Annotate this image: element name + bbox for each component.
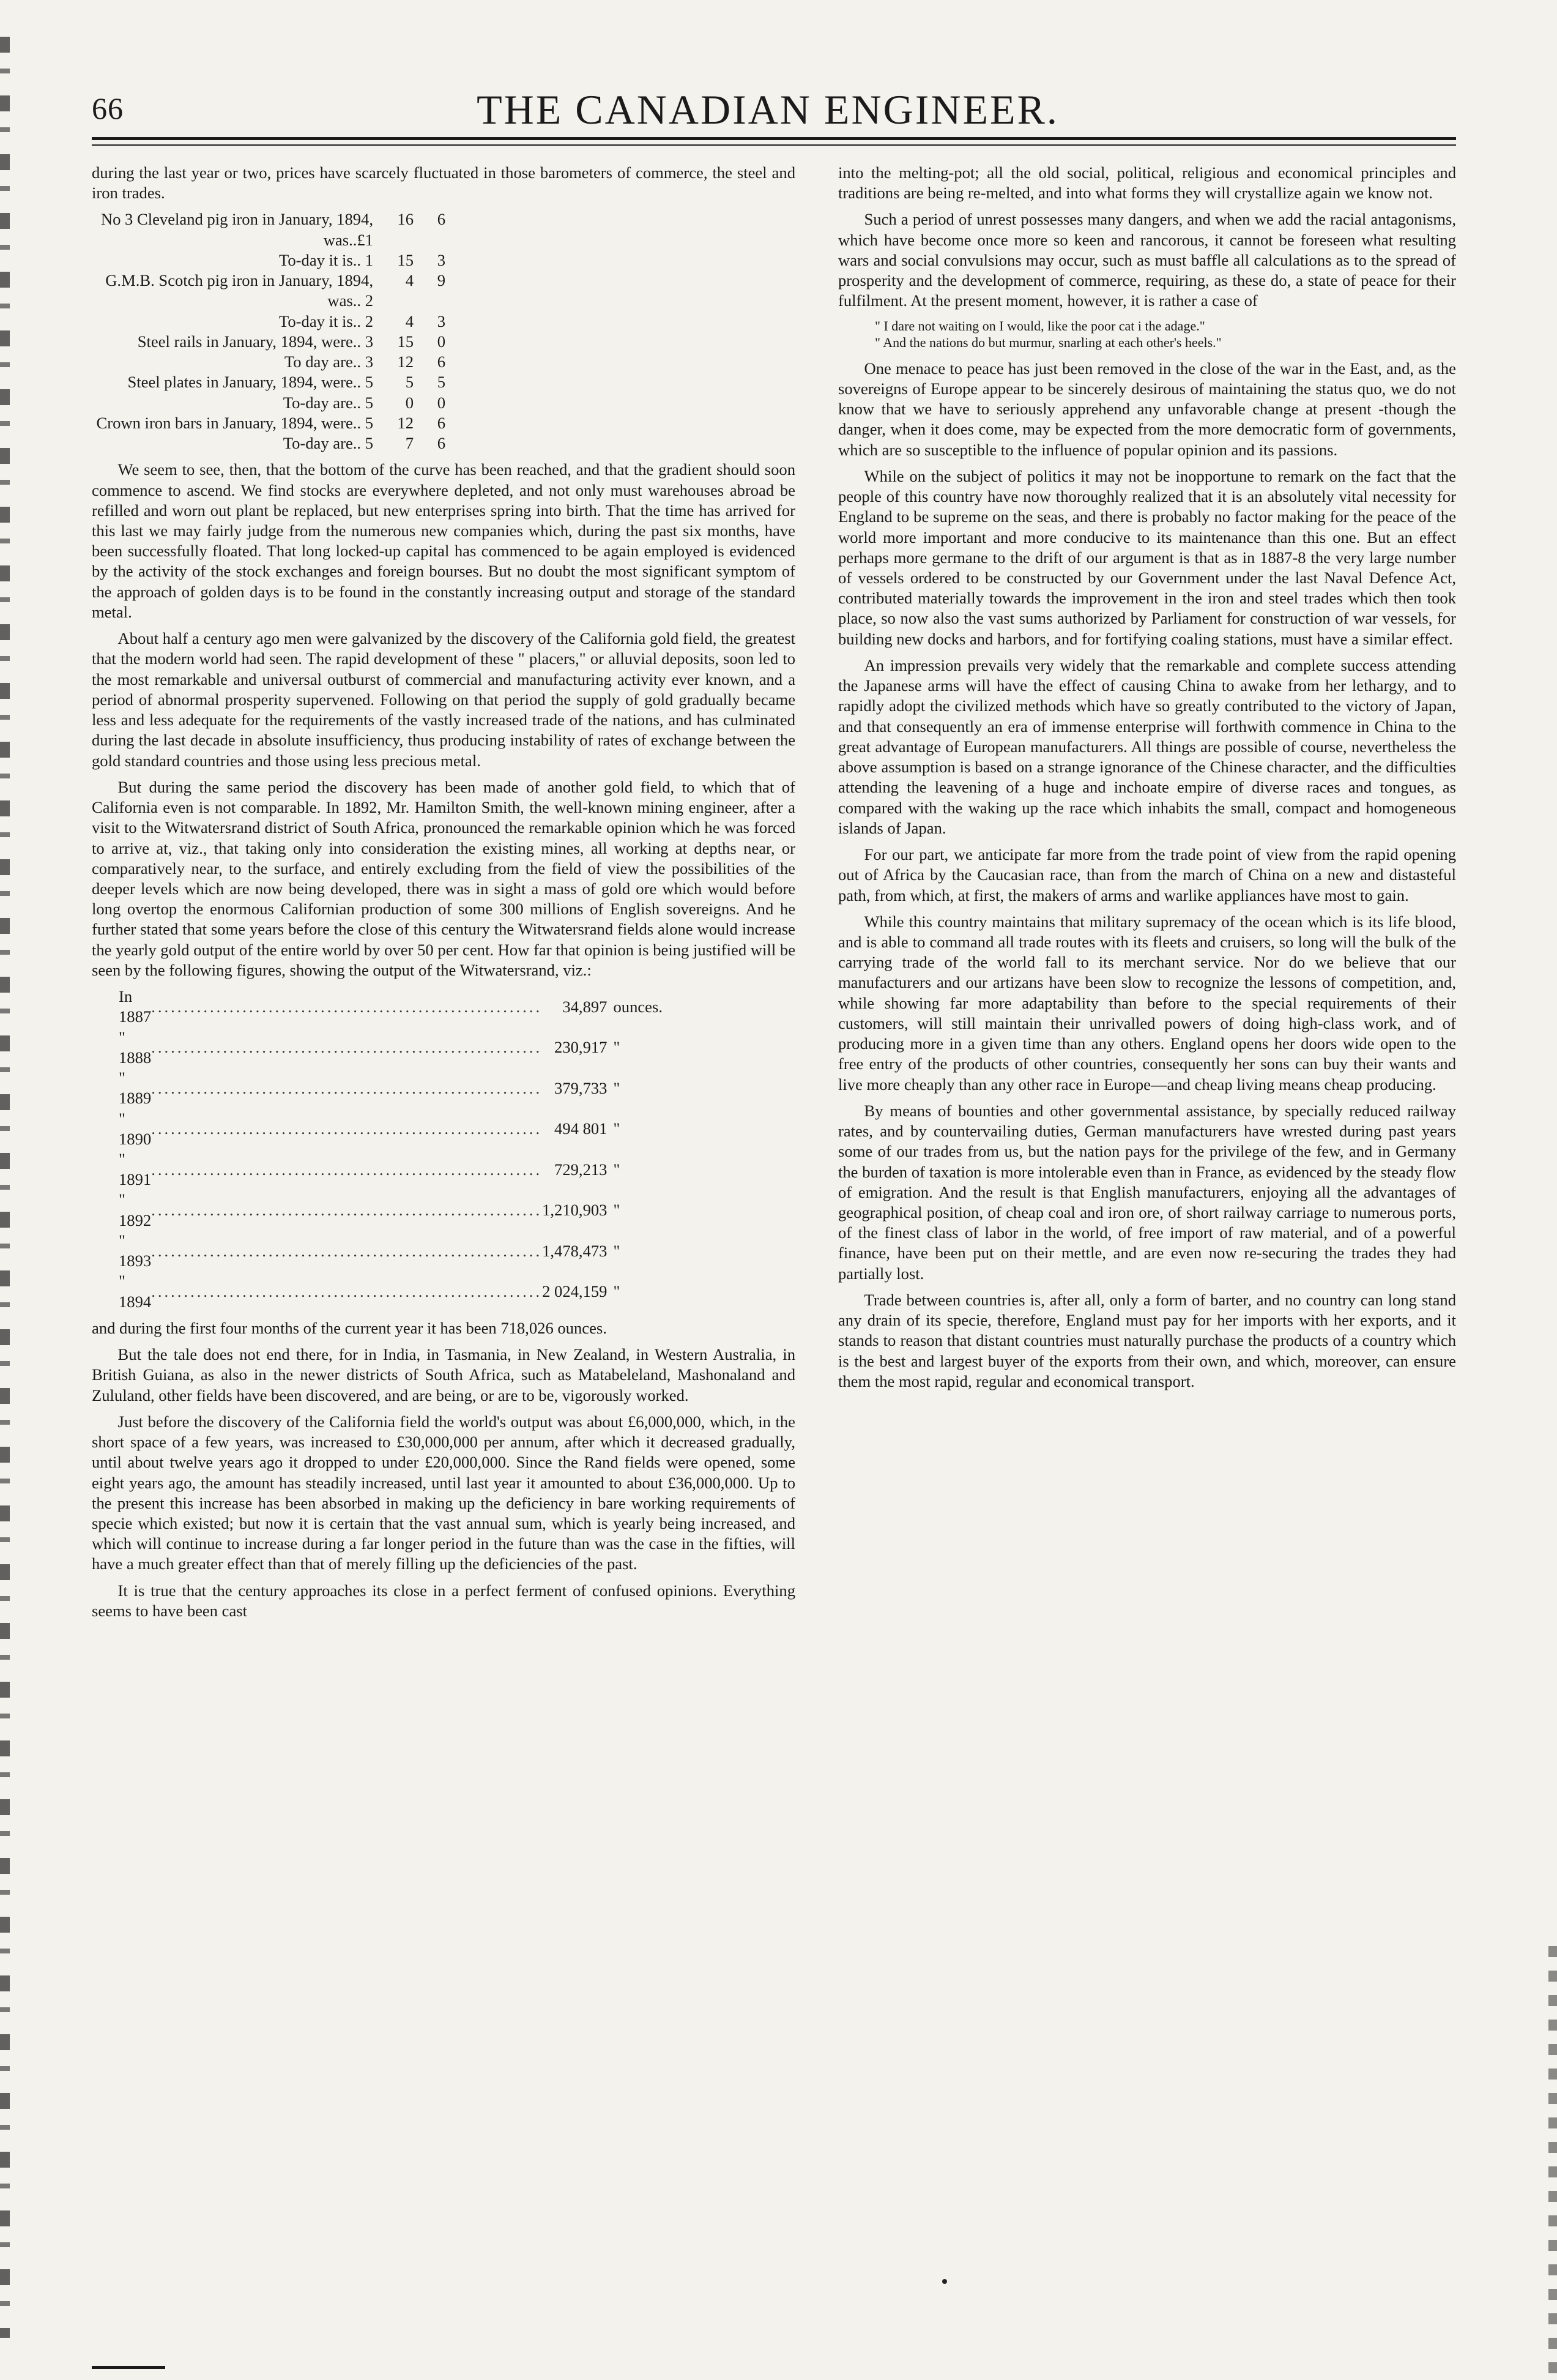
price-row — [92, 413, 445, 433]
price-row — [92, 352, 445, 372]
output-year: " 1894 — [119, 1272, 152, 1311]
price-pence: 6 — [437, 210, 445, 229]
gold-output-table — [119, 987, 663, 1312]
paragraph: But during the same period the discovery has been made of another gold field, to which that of California even is not comparable. In 1892, Mr. Hamilton Smith, the well-known mining engineer, after a visit to the Witwatersrand district of South Africa, pronounced the remarkable opinion which he was forced to arrive at, viz., that taking only into consideration the existing mines, all working at depths near, or comparatively near, to the surface, and entirely excluding from the field of view the possibilities of the deeper levels which are now being developed, there was in sight a mass of gold ore which would before long overtop the enormous Californian production of some 300 millions of English sovereigns. And he further stated that some years before the close of this century the Witwatersrand fields alone would increase the yearly gold output of the entire world by over 50 per cent. How far that opinion is being justified will be seen by the following figures, showing the output of the Witwatersrand, viz.: — [92, 777, 795, 979]
paragraph: An impression prevails very widely that the remarkable and complete success attending the Japanese arms will have the effect of causing China to awake from her lethargy, and to rapidly adopt the civilized methods which have so greatly contributed to the victory of Japan, and that consequently an era of immense enterprise will forthwith commence in China to the great advantage of European manufacturers. All things are possible of course, nevertheless the above assumption is based on a strange ignorance of the Chinese character, and the difficulties attending the leavening of a huge and inchoate empire of diverse races and tongues, as compared with the waking up the race which inhabits the small, compact and homogeneous islands of Japan. — [838, 655, 1456, 837]
price-shillings: 16 — [397, 210, 414, 229]
price-row — [92, 332, 445, 352]
paragraph: But the tale does not end there, for in India, in Tasmania, in New Zealand, in Western Australia, in British Guiana, as also in the newer districts of South Africa, such as Matabeleland, Mashonaland and Zululand, other fields have been discovered, and are being, or are to be, vigorously worked. — [92, 1345, 795, 1404]
output-unit: " — [613, 1241, 620, 1260]
paragraph: We seem to see, then, that the bottom of the curve has been reached, and that the gradient should soon commence to ascend. We find stocks are everywhere depleted, and not only must warehouses abroad be refilled and worn out plant be replaced, but new enterprises spring into birth. That the time has arrived for this last we may fairly judge from the numerous new companies which, during the past six months, have been successfully floated. That long locked-up capital has commenced to be again employed is evidenced by the activity of the stock exchanges and foreign bourses. But no doubt the most significant symptom of the approach of golden days is to be found in the constantly increasing output and storage of the standard metal. — [92, 460, 795, 621]
output-unit: " — [613, 1201, 620, 1220]
price-pence: 6 — [437, 434, 445, 453]
leader-dots: ............................................................ — [151, 1282, 543, 1301]
price-item: G.M.B. Scotch pig iron in January, 1894, was.. 2 — [105, 271, 373, 310]
output-amount: 34,897 — [562, 997, 608, 1016]
price-pence: 0 — [437, 393, 445, 412]
output-year: " 1888 — [119, 1028, 152, 1067]
price-shillings: 4 — [405, 271, 414, 290]
price-shillings: 12 — [397, 353, 414, 371]
price-row — [92, 311, 445, 332]
output-unit: " — [613, 1119, 620, 1138]
price-pence: 6 — [437, 413, 445, 432]
header-rule-thick — [92, 137, 1456, 140]
output-row — [119, 1068, 663, 1108]
leader-dots: ............................................................ — [151, 1241, 543, 1260]
paragraph: By means of bounties and other governmental assistance, by specially reduced railway rates, and by countervailing duties, German manufacturers have wrested during past years some of our trades from us, but the nation pays for the privilege of the few, and in Germany the burden of taxation is more intolerable even than in France, as evidenced by the steady flow of emigration. And the result is that English manufacturers, enjoying all the advantages of geographical position, of cheap coal and iron ore, of short railway carriage to numerous ports, of the finest class of labor in the world, of free import of raw material, and of a powerful finance, have been put on their mettle, and are even now re-securing the trades they had partially lost. — [838, 1101, 1456, 1283]
output-amount: 1,210,903 — [542, 1201, 608, 1220]
price-item: No 3 Cleveland pig iron in January, 1894, was..£1 — [100, 210, 373, 249]
output-row — [119, 1028, 663, 1068]
output-amount: 2 024,159 — [542, 1282, 608, 1301]
price-shillings: 5 — [405, 373, 414, 392]
price-pence: 5 — [437, 373, 445, 392]
quote-line: " I dare not waiting on I would, like the poor cat i the adage." — [875, 318, 1205, 334]
leader-dots: ............................................................ — [151, 1038, 543, 1057]
price-shillings: 0 — [405, 393, 414, 412]
paragraph: For our part, we anticipate far more from the trade point of view from the rapid opening out of Africa by the Caucasian race, than from the march of China on a new and distasteful path, from which, at first, the makers of arms and warlike appliances have most to gain. — [838, 845, 1456, 905]
output-row — [119, 987, 663, 1027]
quotation-block — [875, 318, 1456, 351]
paragraph: While this country maintains that military supremacy of the ocean which is its life blood, and is able to command all trade routes with its fleets and cruisers, so long will the bulk of the carrying trade of the world fall to its merchant service. Nor do we believe that our manufacturers and our artizans have been slow to recognize the lessons of competition, and, while showing far more adaptability than before to the special requirements of their customers, will still maintain their unrivalled powers of doing high-class work, and of producing more in a given time than any others. England opens her doors wide open to the free entry of the products of other countries, consequently her sons can buy their wants and live more cheaply than any other race in Europe—and cheap living means cheap producing. — [838, 912, 1456, 1094]
leader-dots: ............................................................ — [151, 1201, 543, 1220]
price-row — [92, 270, 445, 311]
price-shillings: 15 — [397, 250, 414, 269]
footer-rule — [92, 2366, 165, 2369]
price-row — [92, 372, 445, 392]
output-unit: " — [613, 1038, 620, 1057]
price-item: To day are.. 3 — [284, 353, 373, 371]
quote-line: " And the nations do but murmur, snarling at each other's heels." — [875, 335, 1222, 351]
output-unit: " — [613, 1282, 620, 1301]
price-item: Crown iron bars in January, 1894, were.. 5 — [96, 413, 373, 432]
output-year: " 1893 — [119, 1231, 152, 1270]
paragraph: Trade between countries is, after all, only a form of barter, and no country can long stand any drain of its specie, therefore, England must pay for her imports with her exports, and it stands to reason that distant countries must naturally purchase the products of a country which is the best and largest buyer of the exports from their own, and which, moreover, can ensure them the most rapid, regular and economical transport. — [838, 1290, 1456, 1390]
output-year: " 1891 — [119, 1150, 152, 1189]
bullet-mark — [942, 2279, 947, 2284]
leader-dots: ............................................................ — [151, 1160, 543, 1179]
price-shillings: 15 — [397, 332, 414, 351]
paragraph: About half a century ago men were galvanized by the discovery of the California gold field, the greatest that the modern world had seen. The rapid development of these " placers," or alluvial deposits, soon led to the most remarkable and universal outburst of commercial and manufacturing activity ever known, and a period of abnormal prosperity supervened. Following on that period the supply of gold gradually became less and less adequate for the requirements of the vastly increased trade of the nations, and has culminated during the last decade in absolute insufficiency, thus producing instability of rates of exchange between the gold standard countries and those using less precious metal. — [92, 629, 795, 770]
output-row — [119, 1271, 663, 1311]
output-row — [119, 1109, 663, 1149]
paragraph: Such a period of unrest possesses many dangers, and when we add the racial antagonisms, which have become once more so keen and rancorous, it cannot be foreseen what resulting wars and social convulsions may occur, such as must baffle all calculations as to the spread of prosperity and the development of commerce, requiring, as these do, a state of peace for their fulfilment. At the present moment, however, it is rather a case of — [838, 210, 1456, 310]
price-pence: 9 — [437, 271, 445, 290]
price-item: Steel plates in January, 1894, were.. 5 — [127, 373, 373, 392]
paragraph: and during the first four months of the current year it has been 718,026 ounces. — [92, 1318, 607, 1337]
paragraph: into the melting-pot; all the old social, political, religious and economical principles and traditions are being re-melted, and into what forms they will crystallize again we know not. — [838, 163, 1456, 203]
output-unit: ounces. — [613, 997, 663, 1016]
output-unit: " — [613, 1160, 620, 1179]
page-header — [92, 86, 1444, 135]
output-amount: 1,478,473 — [542, 1241, 608, 1260]
page-number: 66 — [92, 91, 124, 125]
output-year: " 1890 — [119, 1109, 152, 1148]
price-pence: 3 — [437, 311, 445, 330]
price-table — [92, 209, 445, 453]
paragraph: Just before the discovery of the California field the world's output was about £6,000,000, which, in the short space of a few years, was increased to £30,000,000 per annum, after which it decreased gradually, until about twelve years ago it dropped to under £20,000,000. Since the Rand fields were opened, some eight years ago, the amount has steadily increased, until last year it amounted to about £36,000,000. Up to the present this increase has been absorbed in making up the deficiency in bare working requirements of specie which existed; but now it is certain that the vast annual sum, which is yearly being increased, and which will continue to increase during a far longer period in the future than was the case in the fifties, will have a much greater effect than that of merely filling up the deficiencies of the past. — [92, 1412, 795, 1573]
price-item: Steel rails in January, 1894, were.. 3 — [137, 332, 373, 351]
price-row — [92, 393, 445, 413]
price-item: To-day it is.. 2 — [279, 311, 373, 330]
binding-edge — [0, 37, 10, 2338]
output-year: " 1889 — [119, 1069, 152, 1108]
output-row — [119, 1149, 663, 1190]
price-row — [92, 209, 445, 250]
output-row — [119, 1190, 663, 1230]
output-year: In 1887 — [119, 987, 152, 1026]
output-amount: 494 801 — [554, 1119, 608, 1138]
right-column — [838, 163, 1456, 1398]
price-row — [92, 433, 445, 453]
output-amount: 230,917 — [554, 1038, 608, 1057]
price-shillings: 4 — [405, 311, 414, 330]
price-shillings: 7 — [405, 434, 414, 453]
output-year: " 1892 — [119, 1190, 152, 1229]
leader-dots: ............................................................ — [151, 997, 543, 1016]
price-pence: 3 — [437, 250, 445, 269]
output-amount: 379,733 — [554, 1078, 608, 1097]
masthead-title: THE CANADIAN ENGINEER. — [477, 86, 1059, 133]
leader-dots: ............................................................ — [151, 1119, 543, 1138]
price-pence: 0 — [437, 332, 445, 351]
leader-dots: ............................................................ — [151, 1078, 543, 1097]
price-item: To-day are.. 5 — [283, 393, 373, 412]
price-item: To-day are.. 5 — [283, 434, 373, 453]
output-unit: " — [613, 1078, 620, 1097]
paragraph: While on the subject of politics it may not be inopportune to remark on the fact that the people of this country have now thoroughly realized that it is an absolutely vital necessity for England to be supreme on the seas, and there is probably no factor making for the peace of the world more important and more conducive to its maintenance than this one. But an effect perhaps more germane to the drift of our argument is that as in 1887-8 the very large number of vessels ordered to be constructed by our Government under the last Naval Defence Act, contributed materially towards the improvement in the iron and steel trades which then took place, so now also the vast sums authorized by Parliament for construction of war vessels, for building new docks and harbors, and for fortifying coaling stations, must have a similar effect. — [838, 466, 1456, 648]
price-item: To-day it is.. 1 — [279, 250, 373, 269]
price-row — [92, 250, 445, 270]
price-shillings: 12 — [397, 413, 414, 432]
paragraph: One menace to peace has just been removed in the close of the war in the East, and, as the sovereigns of Europe appear to be sincerely desirous of maintaining the status quo, we do not know that we have to seriously apprehend any unfavorable change at present -though the danger, when it does come, may be expected from the more democratic form of governments, which are so susceptible to the influence of popular opinion and its passions. — [838, 359, 1456, 459]
paragraph: It is true that the century approaches its close in a perfect ferment of confused opinions. Everything seems to have been cast — [92, 1581, 795, 1620]
left-column — [92, 163, 795, 1627]
price-pence: 6 — [437, 353, 445, 371]
output-amount: 729,213 — [554, 1160, 608, 1179]
page-edge-marks — [1548, 1946, 1557, 2374]
output-row — [119, 1231, 663, 1271]
paragraph: during the last year or two, prices have scarcely fluctuated in those barometers of commerce, the steel and iron trades. — [92, 163, 795, 203]
header-rule-thin — [92, 144, 1456, 146]
